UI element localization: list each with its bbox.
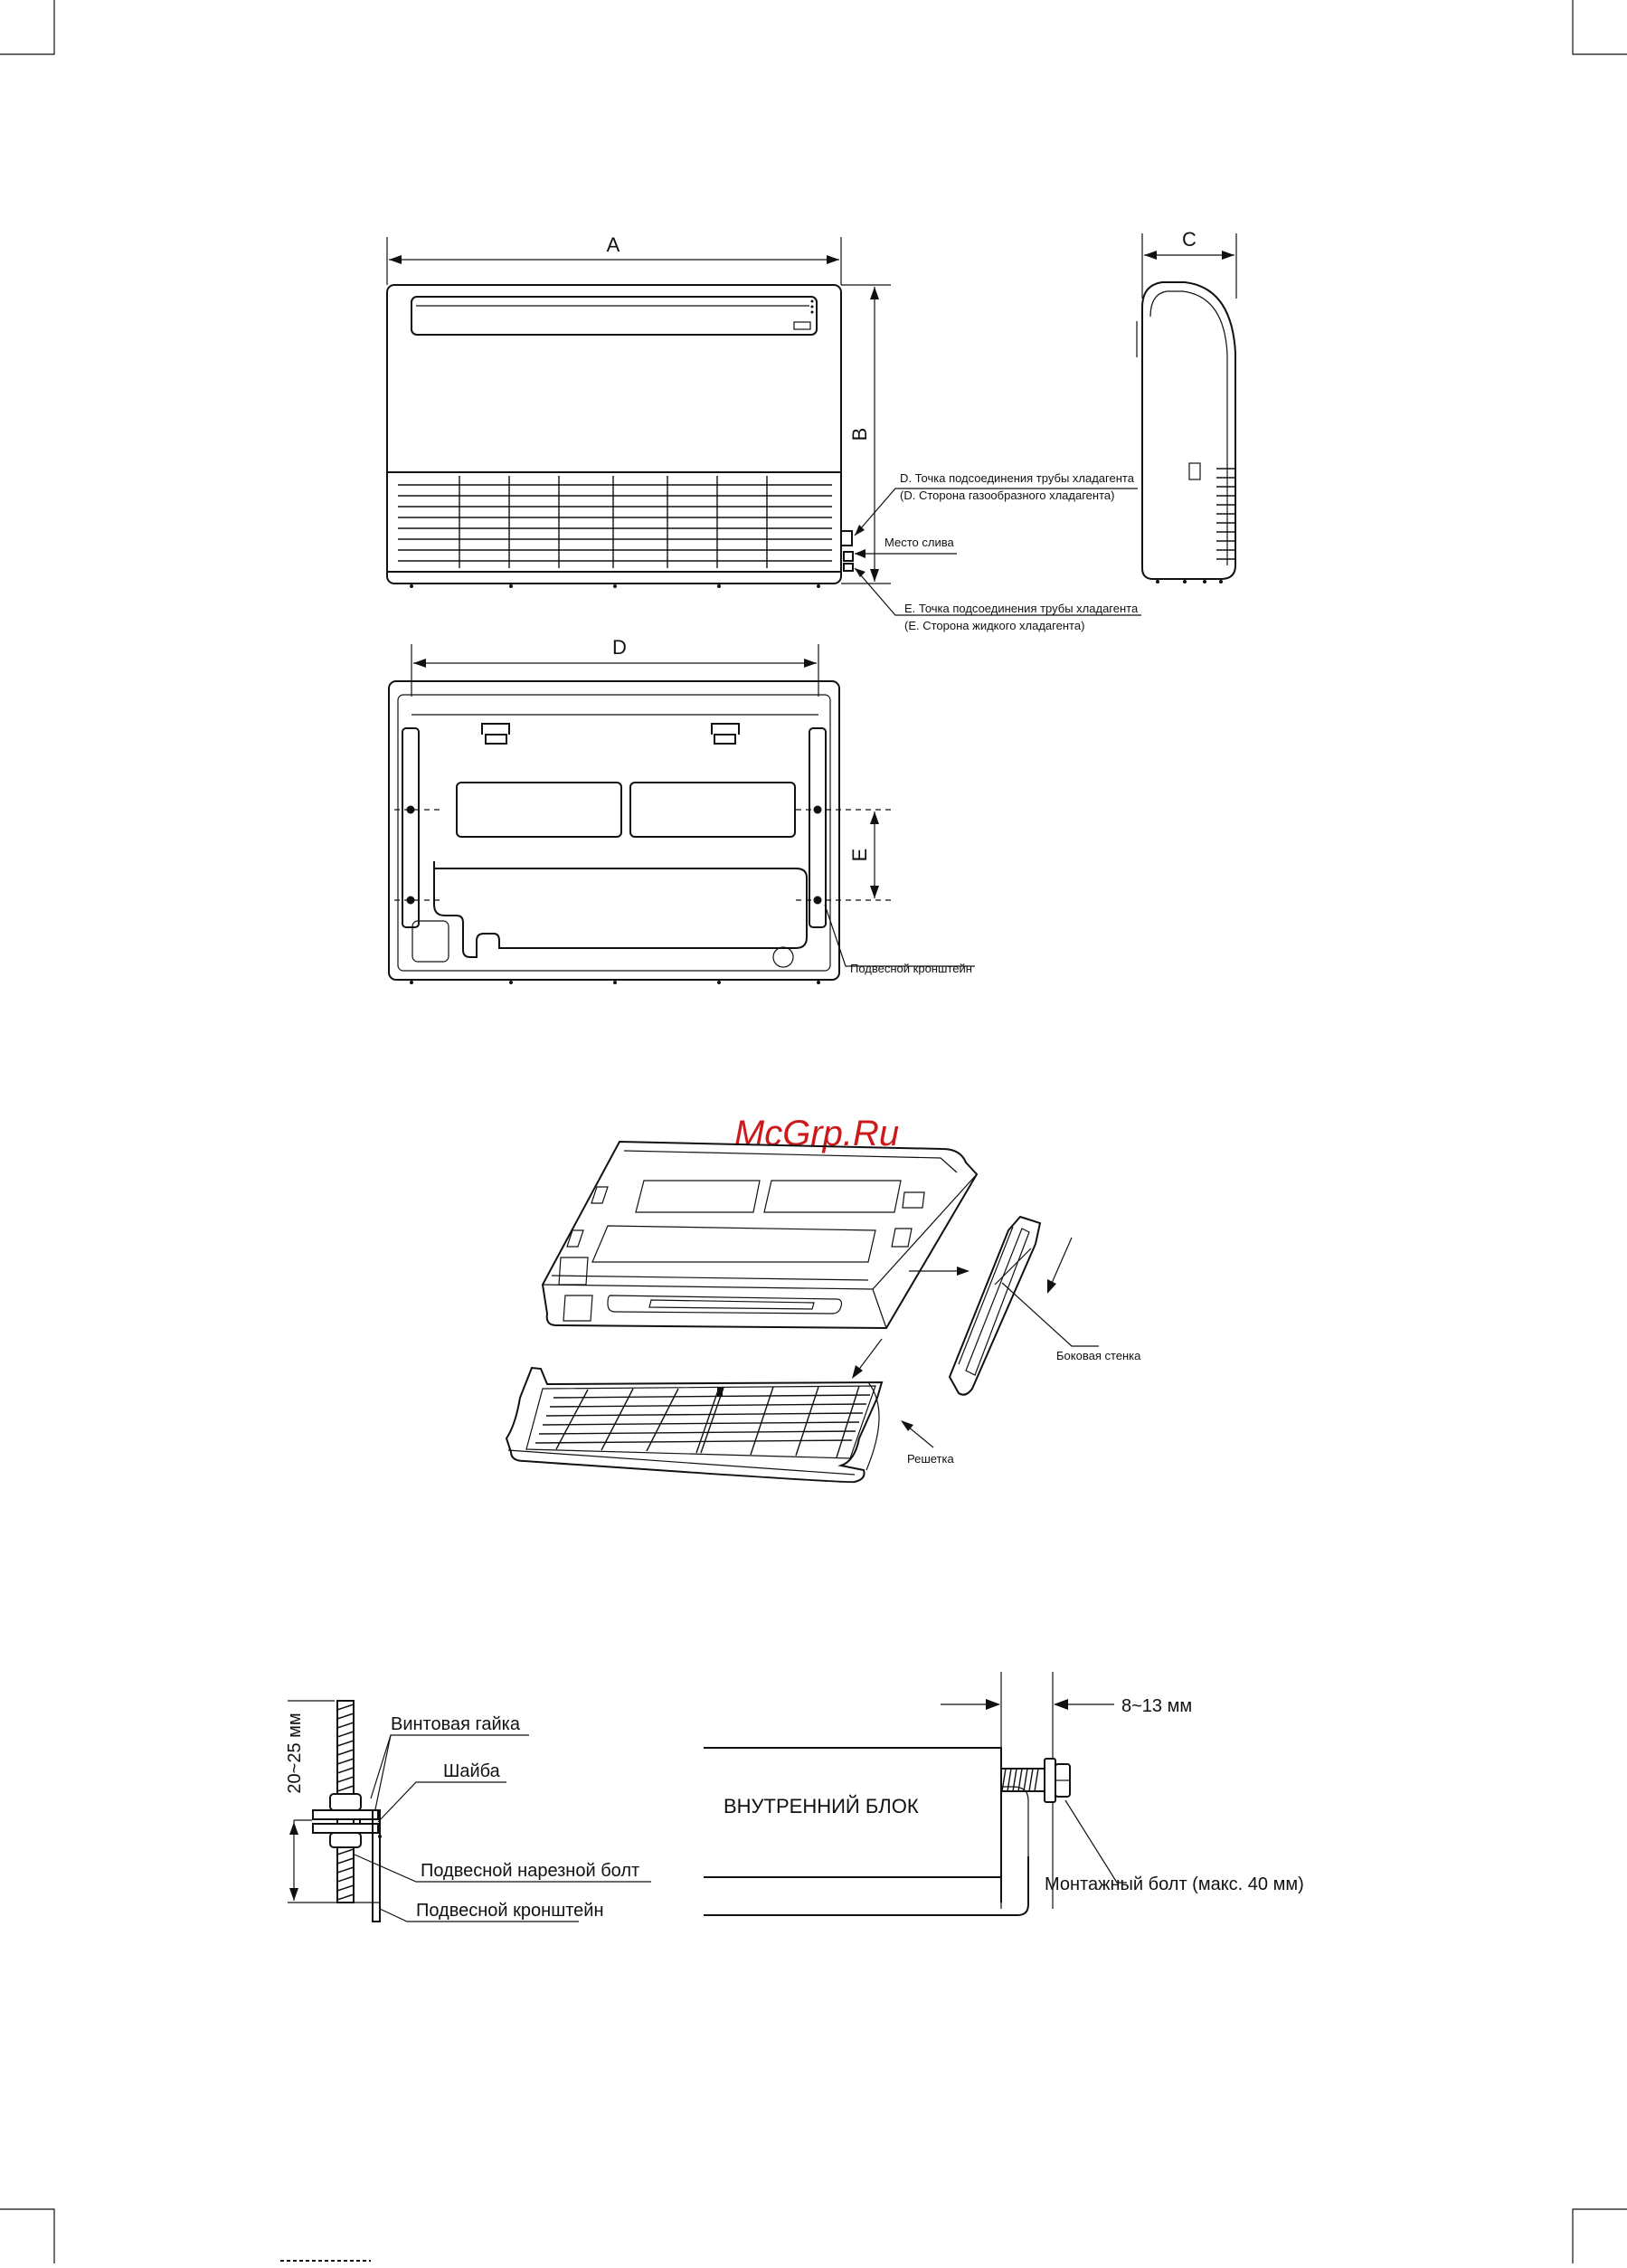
bracket-label-top: Подвесной кронштейн <box>850 962 972 975</box>
gas-pipe-label: D. Точка подсоединения трубы хладагента <box>900 471 1134 485</box>
grille-label: Решетка <box>907 1452 954 1466</box>
side-view-diagram <box>1137 228 1236 584</box>
dimension-d-label: D <box>612 636 627 659</box>
dimension-b-label: B <box>848 427 871 441</box>
mounting-bolt-diagram <box>704 1672 1304 1915</box>
thread-length-label: 20~25 мм <box>285 1713 305 1794</box>
drain-label: Место слива <box>884 536 954 549</box>
watermark-text: McGrp.Ru <box>733 1114 900 1153</box>
front-grille <box>398 476 832 568</box>
hanging-bracket-label: Подвесной кронштейн <box>416 1901 604 1921</box>
gap-dimension-label: 8~13 мм <box>1121 1696 1193 1716</box>
screw-nut-label: Винтовая гайка <box>391 1714 520 1734</box>
mounting-bolt-label: Монтажный болт (макс. 40 мм) <box>1045 1874 1304 1894</box>
hanging-bolt-diagram <box>285 1701 651 1922</box>
indoor-unit-label: ВНУТРЕННИЙ БЛОК <box>724 1795 919 1817</box>
side-wall-label: Боковая стенка <box>1056 1349 1141 1362</box>
dimension-a-label: A <box>606 233 620 256</box>
liquid-pipe-label: E. Точка подсоединения трубы хладагента <box>904 602 1139 615</box>
exploded-view-diagram <box>506 1142 1141 1482</box>
top-view-diagram <box>389 636 975 984</box>
dimension-c-label: C <box>1182 228 1197 251</box>
liquid-pipe-sublabel: (E. Сторона жидкого хладагента) <box>904 619 1085 632</box>
washer-label: Шайба <box>443 1761 500 1781</box>
threaded-bolt-label: Подвесной нарезной болт <box>421 1861 640 1881</box>
dimension-e-label: E <box>848 848 871 862</box>
gas-pipe-sublabel: (D. Сторона газообразного хладагента) <box>900 489 1115 502</box>
front-view-diagram <box>387 233 1141 632</box>
